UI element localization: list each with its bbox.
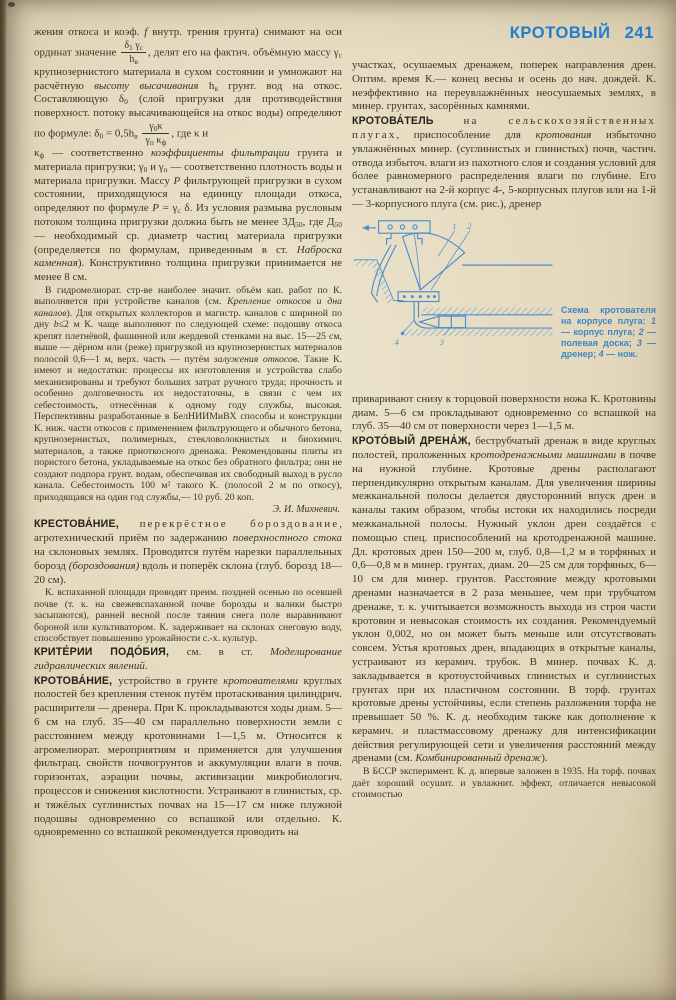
right-column bbox=[352, 22, 656, 992]
right-column-top bbox=[352, 59, 656, 212]
running-header bbox=[352, 24, 654, 43]
entry-paragraph: КРОТО́ВЫЙ ДРЕНА́Ж, беструбчатый дренаж в виде круглых полостей, проложенных кротодренажными машинами в почве на нужной глубине. Кротовые дрены располагают перпендикулярно открытым каналам. Для увеличения ширины межканальной полосы делается двусторонний впуск дрен в каналы таким образом, чтобы истоки их находились посреди межканальной полосы. Нужный уклон дрен создаётся с помощью спец. приспособлений на кротодренажной машине. Дл. кротовых дрен 150—200 м, глуб. 0,8—1,2 м в торфяных и 0,6—0,8 м в минер. грунтах, диам. 20—25 см для торфяных, 6—10 см для минер. грунтов. Расстояние между кротовыми дренами назначается в 2 раза меньшее, чем при трубчатом дренаже, т. к. учитывается возможность выхода из строя части кротовин и невысокая стоимость их создания. Рекомендуемый уклон 0,002, но он может быть меньше или отсутствовать совсем. Устья кротовых дрен, впадающих в открытые каналы, устраивают из керамич. трубок. В минер. почвах К. д. закладывается в кротоустойчивых глинистых и суглинистых грунтах при их пластичном состоянии. В торф. грунтах кротовые дрены устойчивы, если степень разложения торфа не превышает 50 %. К. д. необходим также как дополнение к керамич. и пластмассовому дренажу для интенсификации действия регулирующей сети и увеличения расстояний между дренами (см. Комбинированный дренаж). bbox=[352, 435, 656, 765]
entry-paragraph: КРОТОВА́ТЕЛЬ на сельскохозяйственных плугах, приспособление для кротования избыточно увлажнённых минер. (суглинистых и глинистых) почв, частич. отвода избыточ. влаги из пахотного слоя и создания условий для более равномерного распределения влаги по глубине. Его устанавливают на 2-й корпус 4-, 5-корпусных плугов или на 1-й — 3-корпусного плуга (см. рис.), дренер bbox=[352, 115, 656, 210]
page-number: 241 bbox=[624, 24, 654, 42]
paragraph: К. вспаханной площади проводят преим. поздней осенью по осевшей почве (т. к. на свежевспаханной почве борозды и валики быстро засыпаются), ранней весной после таяния снега поле выравнивают бороной или культиватором. К. задерживает на склонах снеговую воду, способствует повышению урожайности с.-х. культур. bbox=[34, 587, 342, 645]
knife bbox=[414, 301, 418, 320]
scan-speck bbox=[8, 2, 15, 7]
figure-caption: Схема кротователя на корпусе плуга: 1 — корпус плуга; 2 — полевая доска; 3 — дренер; 4 — нож. bbox=[561, 304, 656, 359]
leader-lines bbox=[401, 230, 470, 335]
entry-paragraph: КРИТЕ́РИИ ПОДО́БИЯ, см. в ст. Моделирование гидравлических явлений. bbox=[34, 645, 342, 672]
figure bbox=[352, 219, 656, 384]
paragraph: жения откоса и коэф. f внутр. трения грунта) снимают на оси ординат значение $\frac{\delta_1 \gamma_с}{h_в}$ , делят его на фактич. объёмную массу $\gamma_с$ крупнозернистого материала в сухом состоянии и умножают на расчётную высоту высачивания $h_в$ грунт. вод на откос. Составляющую $\delta_0$ (слой пригрузки для противодействия поверхност. потоку высачивающейся на откос воды) определяют по формуле: $\delta_0 = 0,5h_в$ $\frac{\gamma_0\kappa}{\gamma_п \kappa_ф}$ , где κ и bbox=[34, 26, 342, 148]
plough-krotovatel-diagram bbox=[352, 219, 556, 384]
figure-label-3: 3 bbox=[439, 336, 445, 347]
figure-label-4: 4 bbox=[394, 336, 399, 347]
ground-surface-hatch bbox=[354, 260, 404, 303]
direction-arrow-icon bbox=[363, 225, 376, 231]
figure-label-2: 2 bbox=[467, 220, 472, 231]
entry-paragraph: КРОТОВА́НИЕ, устройство в грунте кротователями круглых полостей без крепления стенок путём протаскивания цилиндрич. расширителя — дренера. При К. прокладываются ходы диам. 5—6 см на глуб. 35—40 см параллельно поверхности земли с расстоянием между кротовинами 1—1,5 м. Относится к агромелиорат. мероприятиям и применяется для улучшения фильтрац. свойств почвогрунтов и аккумуляции влаги в почв. горизонтах, аэрации почвы, активизации микробиологич. процессов и снижения кислотности. Устраивают в глинистых, ср. и тяжёлых суглинистых почвах на 15—17 см ниже плужной подошвы одновременно со вспашкой или отдельно. К. одновременно со вспашкой рекомендуется проводить на bbox=[34, 674, 342, 839]
book-spine-edge bbox=[0, 0, 7, 1000]
paragraph: Э. И. Михневич. bbox=[272, 504, 340, 516]
paragraph: В гидромелиорат. стр-ве наиболее значит. объём кап. работ по К. выполняется при устройстве каналов (см. Крепление откосов и дна каналов). Для открытых коллекторов и магистр. каналов с шириной по дну b≤2 м К. чаще выполняют по следующей схеме: подошву откоса крепят плетнёвой, фашинной или жердевой стенками на выс. 15—25 см, выше — дёрном или (реже) пригрузкой из крупнозернистых материалов полосой 0,6—1 м, верх. часть — путём залужения откосов. Такие К. имеют и недостатки: процессы их изготовления и устройства слабо механизированы и требуют больших затрат ручного труда; прочность и особенно долговечность их недостаточны, в связи с чем их себестоимость, отнесённая к одному году службы, высокая. Перспективны разработанные в БелНИИМиВХ способы и конструкции К. ниж. части откосов с применением фильтрующего и обычного бетона, крупнозернистых, полимерных, стекловолокнистых и биохимич. материалов, а также приоткосного дренажа. Рекомендованы плиты из пористого бетона, укладываемые на откос без обратного фильтра; они не создают подпора грунт. водам, обеспечивая их свободный выход в русло канала. Себестоимость 100 м² такого К. (полосой 2 м по откосу), приходящаяся на один год службы,— 10 руб. 20 коп. bbox=[34, 284, 342, 503]
paragraph: приваривают снизу к торцовой поверхности ножа К. Кротовины диам. 5—6 см прокладывают одновременно со вспашкой на глуб. 35—40 см от поверхности через 1—1,5 м. bbox=[352, 392, 656, 433]
field-board bbox=[398, 292, 439, 302]
mole-channel bbox=[403, 307, 552, 335]
drainer bbox=[419, 316, 465, 328]
paragraph: $\kappa_ф$ — соответственно коэффициенты фильтрации грунта и материала пригрузки; $\gamma_0$ и $\gamma_п$ — соответственно плотность воды и материала пригрузки. Массу P фильтрующей пригрузки в сухом состоянии, приходящуюся на единицу площади откоса, определяют по формуле $P = \gamma_с$ δ. Из условия размыва русловым потоком толщина пригрузки должна быть не менее $3Д_{50}$, где $Д_{50}$ — необходимый ср. диаметр частиц материала пригрузки (определяется по формулам, приведенным в ст. Наброска каменная). Конструктивно толщина пригрузки принимается не менее 8 см. bbox=[34, 146, 342, 284]
right-column-bottom bbox=[352, 393, 656, 801]
mouldboard bbox=[403, 233, 553, 290]
paragraph: участках, осушаемых дренажем, поперек направления дрен. Оптим. время К.— конец весны и осень до нач. дождей. К. неэффективно на переувлажнённых неосушаемых землях, в минер. грунтах, засорённых камнями. bbox=[352, 59, 656, 113]
running-header-title: КРОТОВЫЙ bbox=[509, 24, 611, 42]
left-column bbox=[34, 26, 342, 992]
entry-paragraph: КРЕСТОВА́НИЕ, перекрёстное бороздование, агротехнический приём по задержанию поверхностного стока на склоновых землях. Проводится путём нарезки параллельных борозд (бороздования) вдоль и поперёк склона (глуб. борозд 18—20 см). bbox=[34, 518, 342, 586]
figure-label-1: 1 bbox=[452, 220, 457, 231]
paragraph: В БССР эксперимент. К. д. впервые заложен в 1935. На торф. почвах даёт хороший осушит. и увлажнит. эффект, отличается невысокой стоимостью bbox=[352, 766, 656, 801]
